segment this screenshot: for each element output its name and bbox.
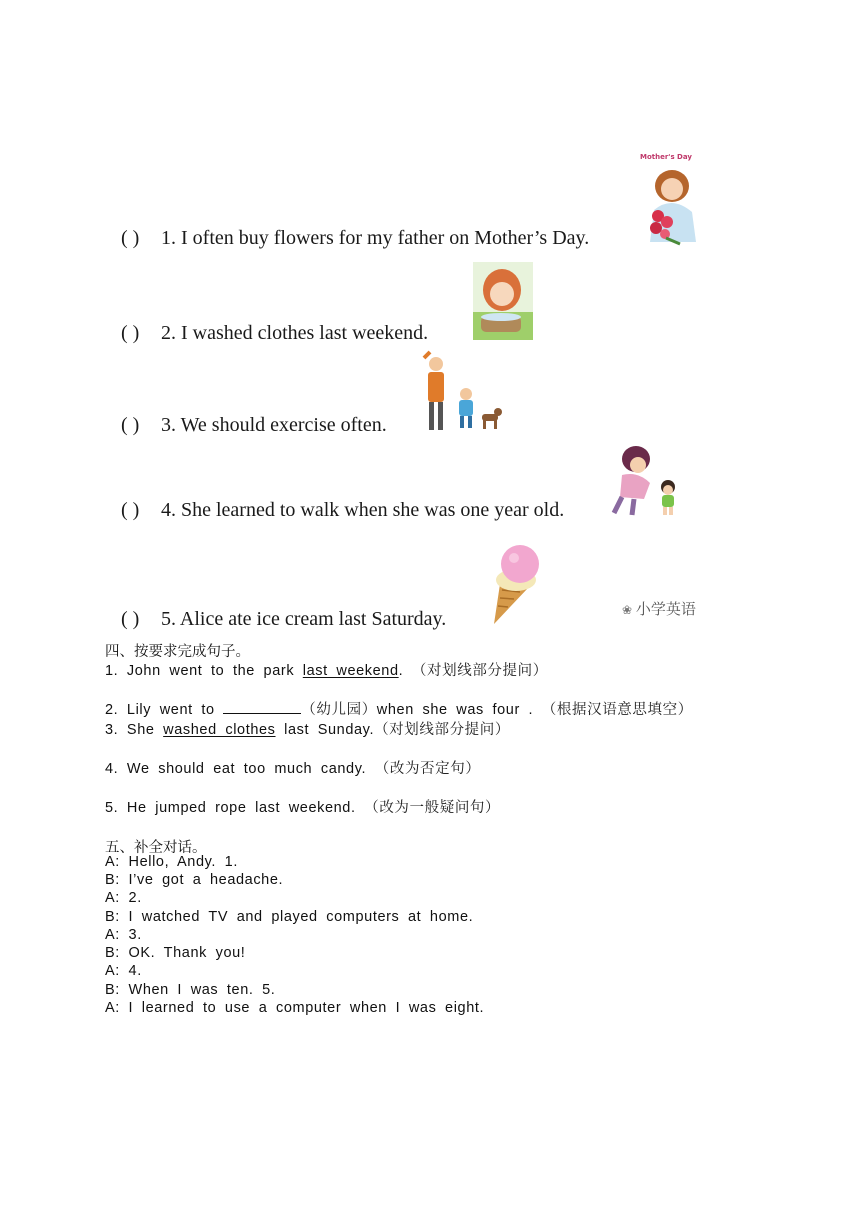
ice-cream-cone-image: [480, 540, 548, 626]
dialogue-line: A: 4.: [105, 963, 142, 979]
dialogue-line: B: I watched TV and played computers at home.: [105, 909, 474, 925]
answer-paren[interactable]: ( ): [121, 227, 140, 249]
dialogue-line: A: Hello, Andy. 1.: [105, 854, 238, 870]
wechat-icon: ❀: [622, 603, 636, 617]
sentence: 1. I often buy flowers for my father on Mother’s Day.: [161, 227, 590, 249]
dialogue-line: B: I’ve got a headache.: [105, 872, 284, 888]
watermark: ❀ 小学英语: [622, 600, 696, 618]
dialogue-line: B: When I was ten. 5.: [105, 982, 276, 998]
part4-question-1: 1. John went to the park last weekend. （对划线部分提问）: [105, 663, 548, 679]
instruction-note: （根据汉语意思填空）: [541, 702, 693, 718]
dialogue-line: A: 3.: [105, 927, 142, 943]
mother-with-flowers-image: [636, 150, 708, 246]
sentence: 4. She learned to walk when she was one year old.: [161, 499, 565, 521]
girl-washing-clothes-image: [473, 262, 533, 340]
people-exercising-image: [418, 350, 504, 434]
svg-text:Mother's Day: Mother's Day: [640, 153, 692, 161]
part4-heading: 四、按要求完成句子。: [105, 644, 250, 660]
sentence: 3. We should exercise often.: [161, 414, 387, 436]
dialogue-line: B: OK. Thank you!: [105, 945, 246, 961]
sentence: 2. I washed clothes last weekend.: [161, 322, 429, 344]
part4-question-4: 4. We should eat too much candy. （改为否定句）: [105, 761, 481, 777]
underlined-phrase: last weekend: [302, 663, 399, 679]
answer-blank[interactable]: [223, 701, 301, 714]
judge-item-1: [121, 227, 589, 250]
answer-paren[interactable]: ( ): [121, 499, 140, 521]
dialogue-line: A: 2.: [105, 890, 142, 906]
part4-question-2: 2. Lily went to （幼儿园）when she was four . （根据汉语意思填空）: [105, 702, 693, 718]
judge-item-4: [121, 499, 564, 522]
part4-question-5: 5. He jumped rope last weekend. （改为一般疑问句）: [105, 800, 501, 816]
instruction-note: （对划线部分提问）: [411, 663, 548, 679]
judge-item-5: [121, 608, 446, 631]
part4-question-3: 3. She washed clothes last Sunday.（对划线部分提问）: [105, 722, 510, 738]
judge-item-2: [121, 322, 428, 345]
judge-item-3: [121, 414, 387, 437]
underlined-phrase: washed clothes: [163, 722, 276, 738]
sentence: 5. Alice ate ice cream last Saturday.: [161, 608, 447, 630]
mother-and-toddler-image: [610, 443, 684, 517]
instruction-note: （对划线部分提问）: [374, 722, 510, 738]
instruction-note: （改为否定句）: [374, 761, 481, 777]
answer-paren[interactable]: ( ): [121, 322, 140, 344]
part5-heading: 五、补全对话。: [105, 840, 207, 856]
answer-paren[interactable]: ( ): [121, 414, 140, 436]
instruction-note: （改为一般疑问句）: [364, 800, 501, 816]
answer-paren[interactable]: ( ): [121, 608, 140, 630]
chinese-hint: （幼儿园）: [301, 702, 377, 718]
dialogue-line: A: I learned to use a computer when I was eight.: [105, 1000, 485, 1016]
